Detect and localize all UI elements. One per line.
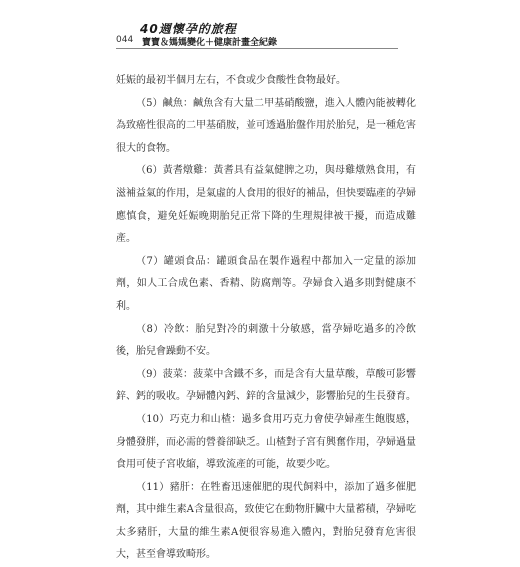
paragraph-cold-drinks: （8）冷飲：胎兒對冷的刺激十分敏感，當孕婦吃過多的冷飲後，胎兒會躁動不安。	[116, 323, 416, 358]
body-text	[116, 70, 416, 567]
book-title: 40週懷孕的旅程	[140, 22, 237, 36]
paragraph-chocolate-hawthorn: （10）巧克力和山楂：過多食用巧克力會使孕婦產生飽腹感，身體發胖，而必需的營養卻缺乏。山楂對子宮有興奮作用，孕婦過量食用可使子宮收縮，導致流產的可能，故要少吃。	[116, 413, 416, 471]
book-subtitle: 寶寶＆媽媽變化＋健康計畫全紀錄	[142, 38, 278, 48]
paragraph-continuation: 妊娠的最初半個月左右，不食或少食酸性食物最好。	[116, 75, 346, 86]
header-divider	[116, 48, 398, 49]
page-number: 044	[116, 35, 134, 45]
paragraph-salted-fish: （5）鹹魚：鹹魚含有大量二甲基硝酸鹽，進入人體內能被轉化為致癌性很高的二甲基硝胺，並可透過胎盤作用於胎兒，是一種危害很大的食物。	[116, 97, 416, 154]
paragraph-pork-liver: （11）豬肝：在牲畜迅速催肥的現代飼料中，添加了過多催肥劑，其中維生素A含量很高，致使它在動物肝臟中大量蓄積，孕婦吃太多豬肝，大量的維生素A便很容易進入體內，對胎兒發育危害很大，甚至會導致畸形。	[116, 481, 416, 561]
paragraph-spinach: （9）菠菜：菠菜中含鐵不多，而是含有大量草酸，草酸可影響鋅、鈣的吸收。孕婦體內鈣、鋅的含量減少，影響胎兒的生長發育。	[116, 368, 416, 403]
paragraph-canned-food: （7）罐頭食品：罐頭食品在製作過程中都加入一定量的添加劑，如人工合成色素、香精、防腐劑等。孕婦食入過多則對健康不利。	[116, 255, 416, 312]
paragraph-astragalus-chicken: （6）黃耆燉雞：黃耆具有益氣健脾之功，與母雞燉熟食用，有滋補益氣的作用，是氣虛的人食用的很好的補品，但快要臨產的孕婦應慎食，避免妊娠晚期胎兒正常下降的生理規律被干擾，而造成難產。	[116, 165, 416, 245]
